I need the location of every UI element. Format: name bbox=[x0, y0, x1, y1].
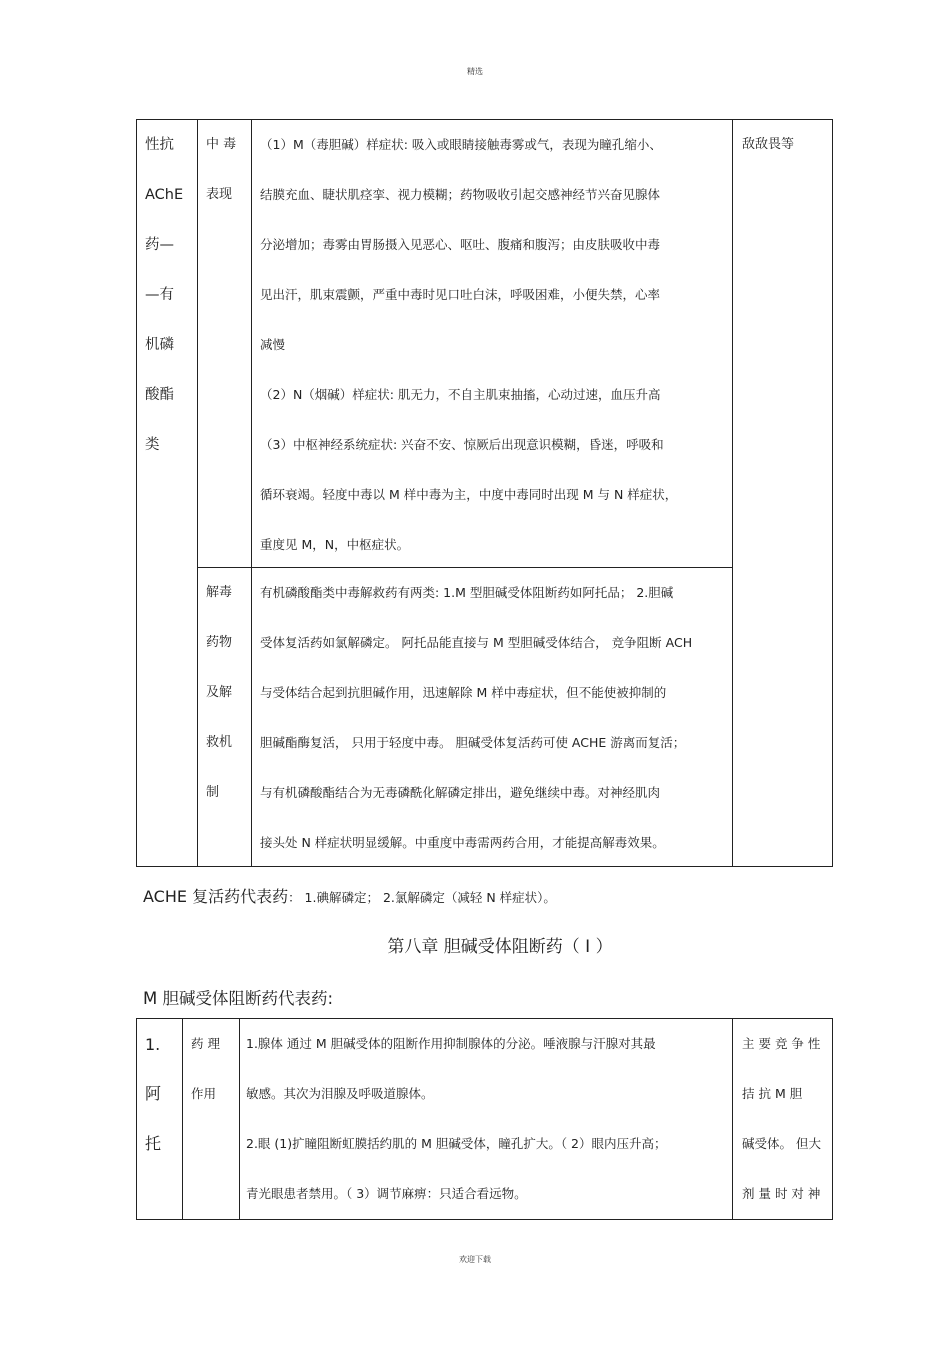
page-header: 精选 bbox=[467, 67, 483, 76]
side-line: 拮 抗 M 胆 bbox=[742, 1086, 803, 1101]
content-line: 减慢 bbox=[260, 337, 286, 352]
side-line: 碱受体。 但大 bbox=[742, 1136, 821, 1151]
content-line: 胆碱酯酶复活， 只用于轻度中毒。 胆碱受体复活药可使 ACHE 游离而复活； bbox=[260, 735, 686, 750]
content-line: 接头处 N 样症状明显缓解。中重度中毒需两药合用，才能提高解毒效果。 bbox=[260, 835, 665, 850]
label-line: 药物 bbox=[206, 635, 233, 650]
content-line: （1）M（毒胆碱）样症状: 吸入或眼睛接触毒雾或气，表现为瞳孔缩小、 bbox=[260, 137, 662, 152]
label-cell-poisoning bbox=[198, 120, 252, 568]
content-cell-poisoning bbox=[252, 120, 733, 568]
category-line: AChE bbox=[145, 187, 184, 203]
category-line: —有 bbox=[145, 287, 174, 303]
ache-line-rest: ： 1.碘解磷定； 2.氯解磷定（减轻 N 样症状）。 bbox=[288, 890, 556, 905]
content-line: 1.腺体 通过 M 胆碱受体的阻断作用抑制腺体的分泌。唾液腺与汗腺对其最 bbox=[246, 1036, 656, 1051]
examples-cell bbox=[733, 120, 833, 867]
label-line: 表现 bbox=[206, 187, 233, 202]
side-line: 剂 量 时 对 神 bbox=[742, 1186, 821, 1201]
content-line: 2.眼 (1)扩瞳阻断虹膜括约肌的 M 胆碱受体，瞳孔扩大。（ 2）眼内压升高； bbox=[246, 1136, 667, 1151]
category-line: 药— bbox=[145, 237, 174, 253]
drug-cell bbox=[137, 1019, 183, 1220]
content-line: 见出汗，肌束震颤，严重中毒时见口吐白沫，呼吸困难，小便失禁，心率 bbox=[260, 287, 661, 302]
content-line: 敏感。其次为泪腺及呼吸道腺体。 bbox=[246, 1086, 434, 1101]
label-line: 作用 bbox=[191, 1086, 217, 1101]
content-line: （2）N（烟碱）样症状: 肌无力，不自主肌束抽搐，心动过速，血压升高 bbox=[260, 387, 661, 402]
content-line: 青光眼患者禁用。（ 3）调节麻痹：只适合看远物。 bbox=[246, 1186, 527, 1201]
content-line: 分泌增加；毒雾由胃肠摄入见恶心、呕吐、腹痛和腹泻；由皮肤吸收中毒 bbox=[260, 237, 661, 252]
drug-line: 1. bbox=[145, 1035, 161, 1054]
page-footer: 欢迎下载 bbox=[459, 1255, 491, 1264]
content-cell-pharmacology bbox=[240, 1019, 733, 1220]
content-line: 结膜充血、睫状肌痉挛、视力模糊；药物吸收引起交感神经节兴奋见腺体 bbox=[260, 187, 661, 202]
label-line: 药 理 bbox=[191, 1036, 220, 1051]
drug-line: 阿 bbox=[145, 1084, 162, 1103]
side-line: 主 要 竞 争 性 bbox=[742, 1036, 821, 1051]
drug-line: 托 bbox=[145, 1134, 162, 1153]
content-line: 与受体结合起到抗胆碱作用，迅速解除 M 样中毒症状，但不能使被抑制的 bbox=[260, 685, 667, 700]
chapter-title: 第八章 胆碱受体阻断药（ I ） bbox=[387, 937, 613, 957]
ache-line-lead: ACHE 复活药代表药 bbox=[143, 887, 289, 906]
category-line: 性抗 bbox=[145, 137, 174, 153]
category-cell bbox=[137, 120, 198, 867]
examples-text: 敌敌畏等 bbox=[742, 137, 795, 152]
content-line: 有机磷酸酯类中毒解救药有两类: 1.M 型胆碱受体阻断药如阿托品； 2.胆碱 bbox=[260, 585, 674, 600]
section-heading: M 胆碱受体阻断药代表药: bbox=[143, 989, 334, 1008]
category-line: 机磷 bbox=[145, 337, 174, 353]
content-line: 与有机磷酸酯结合为无毒磷酰化解磷定排出，避免继续中毒。对神经肌肉 bbox=[260, 785, 661, 800]
category-line: 类 bbox=[145, 437, 160, 453]
content-line: 受体复活药如氯解磷定。 阿托品能直接与 M 型胆碱受体结合， 竞争阻断 ACH bbox=[260, 635, 693, 650]
label-cell-antidote bbox=[198, 568, 252, 867]
category-line: 酸酯 bbox=[145, 387, 174, 403]
ache-reactivator-line bbox=[143, 884, 556, 907]
content-line: 重度见 M，N，中枢症状。 bbox=[260, 537, 410, 552]
content-line: （3）中枢神经系统症状: 兴奋不安、惊厥后出现意识模糊，昏迷，呼吸和 bbox=[260, 437, 664, 452]
label-line: 制 bbox=[206, 785, 220, 800]
content-cell-antidote bbox=[252, 568, 733, 867]
antiache-table bbox=[136, 119, 833, 867]
label-line: 解毒 bbox=[206, 585, 233, 600]
content-line: 循环衰竭。轻度中毒以 M 样中毒为主，中度中毒同时出现 M 与 N 样症状， bbox=[260, 487, 678, 502]
label-cell-pharmacology bbox=[183, 1019, 240, 1220]
label-line: 中 毒 bbox=[206, 137, 237, 152]
side-cell bbox=[733, 1019, 833, 1220]
label-line: 救机 bbox=[206, 735, 233, 750]
atropine-table bbox=[136, 1018, 833, 1220]
label-line: 及解 bbox=[206, 685, 233, 700]
